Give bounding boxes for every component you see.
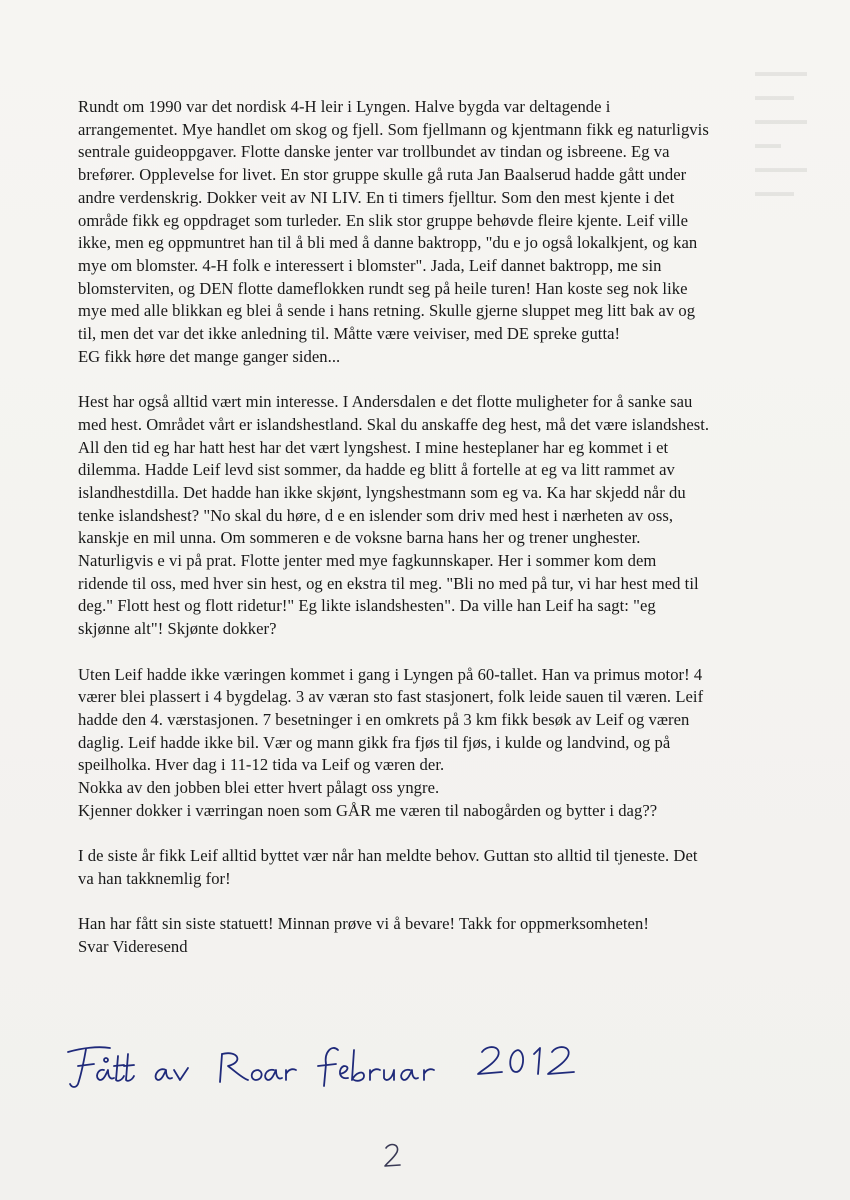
text-line: Naturligvis e vi på prat. Flotte jenter med mye fagkunnskaper. Her i sommer kom dem: [78, 551, 657, 571]
text-line: sentrale guideoppgaver. Flotte danske jenter var trollbundet av tindan og isbreene. Eg va: [78, 142, 670, 162]
text-line: Rundt om 1990 var det nordisk 4-H leir i Lyngen. Halve bygda var deltagende i: [78, 97, 611, 116]
text-line: område fikk eg oppdraget som turleder. En slik stor gruppe behøvde fleire kjente. Leif ville: [78, 210, 689, 230]
paragraph-last-years: [78, 845, 758, 890]
paragraph-closing: [78, 913, 758, 958]
text-line: Hest har også alltid vært min interesse. I Andersdalen e det flotte muligheter for å sanke sau: [78, 392, 693, 412]
text-line: kanskje en mil unna. Om sommeren e de voksne barna hans her og trener unghester.: [78, 528, 641, 548]
text-line: dilemma. Hadde Leif levd sist sommer, da hadde eg blitt å fortelle at eg va litt rammet av: [78, 460, 675, 480]
text-line: deg." Flott hest og flott ridetur!" Eg likte islandshesten". Da ville han Leif ha sagt: "eg: [78, 596, 656, 616]
text-line: I de siste år fikk Leif alltid byttet vær når han meldte behov. Guttan sto alltid til tjeneste. Det: [78, 846, 698, 866]
handwritten-note: [62, 1030, 582, 1100]
text-line: hadde den 4. værstasjonen. 7 besetninger i en omkrets på 3 km fikk besøk av Leif og væren: [78, 709, 690, 729]
text-line: Han har fått sin siste statuett! Minnan prøve vi å bevare! Takk for oppmerksomheten!: [78, 914, 649, 934]
paragraph-4h-camp: [78, 96, 758, 368]
text-line: skjønne alt"! Skjønte dokker?: [78, 619, 277, 639]
text-line: mye om blomster. 4-H folk e interessert i blomster". Jada, Leif dannet baktropp, me sin: [78, 255, 662, 275]
text-line: til, men det var det ikke anledning til. Måtte være veiviser, med DE spreke gutta!: [78, 324, 621, 344]
text-line: daglig. Leif hadde ikke bil. Vær og mann gikk fra fjøs til fjøs, i kulde og landvind, og på: [78, 732, 671, 752]
text-line: ikke, men eg oppmuntret han til å bli med å danne baktropp, "du e jo også lokalkjent, og kan: [78, 233, 698, 253]
bleed-through-shadow: ▬▬▬▬ ▬▬▬ ▬▬▬▬ ▬▬ ▬▬▬▬ ▬▬▬: [755, 64, 807, 199]
text-line: arrangementet. Mye handlet om skog og fjell. Som fjellmann og kjentmann fikk eg naturligvis: [78, 119, 709, 139]
text-line: speilholka. Hver dag i 11-12 tida va Leif og væren der.: [78, 755, 445, 775]
page-number: [378, 1140, 408, 1170]
text-line: Svar Videresend: [78, 936, 188, 956]
text-line: blomsterviten, og DEN flotte dameflokken rundt seg på heile turen! Han koste seg nok like: [78, 278, 688, 298]
text-line: mye med alle blikkan eg blei å sende i hans retning. Skulle gjerne sluppet meg litt bak av og: [78, 301, 696, 321]
paragraph-horses: [78, 391, 758, 641]
text-line: Kjenner dokker i værringan noen som GÅR me væren til nabogården og bytter i dag??: [78, 800, 658, 820]
text-line: EG fikk høre det mange ganger siden...: [78, 346, 341, 366]
text-line: islandhestdilla. Det hadde han ikke skjønt, lyngshestmann som eg va. Ka har skjedd når du: [78, 482, 686, 502]
letter-body: [78, 96, 758, 981]
text-line: ridende til oss, med hver sin hest, og en ekstra til meg. "Bli no med på tur, vi har hest med til: [78, 573, 699, 593]
text-line: tenke islandshest? "No skal du høre, d e en islender som driv med hest i nærheten av oss,: [78, 505, 674, 525]
text-line: va han takknemlig for!: [78, 868, 231, 888]
paragraph-rams: [78, 664, 758, 823]
text-line: værer blei plassert i 4 bygdelag. 3 av væran sto fast stasjonert, folk leide sauen til væren. Leif: [78, 687, 704, 707]
text-line: Uten Leif hadde ikke væringen kommet i gang i Lyngen på 60-tallet. Han va primus motor! 4: [78, 664, 703, 684]
text-line: med hest. Området vårt er islandshestland. Skal du anskaffe deg hest, må det være islandshest.: [78, 414, 710, 434]
text-line: brefører. Opplevelse for livet. En stor gruppe skulle gå ruta Jan Baalserud hadde gått under: [78, 165, 687, 185]
text-line: andre verdenskrig. Dokker veit av NI LIV. En ti timers fjelltur. Som den mest kjente i det: [78, 187, 675, 207]
text-line: All den tid eg har hatt hest har det vært lyngshest. I mine hesteplaner har eg kommet i et: [78, 437, 669, 457]
text-line: Nokka av den jobben blei etter hvert pålagt oss yngre.: [78, 778, 440, 798]
